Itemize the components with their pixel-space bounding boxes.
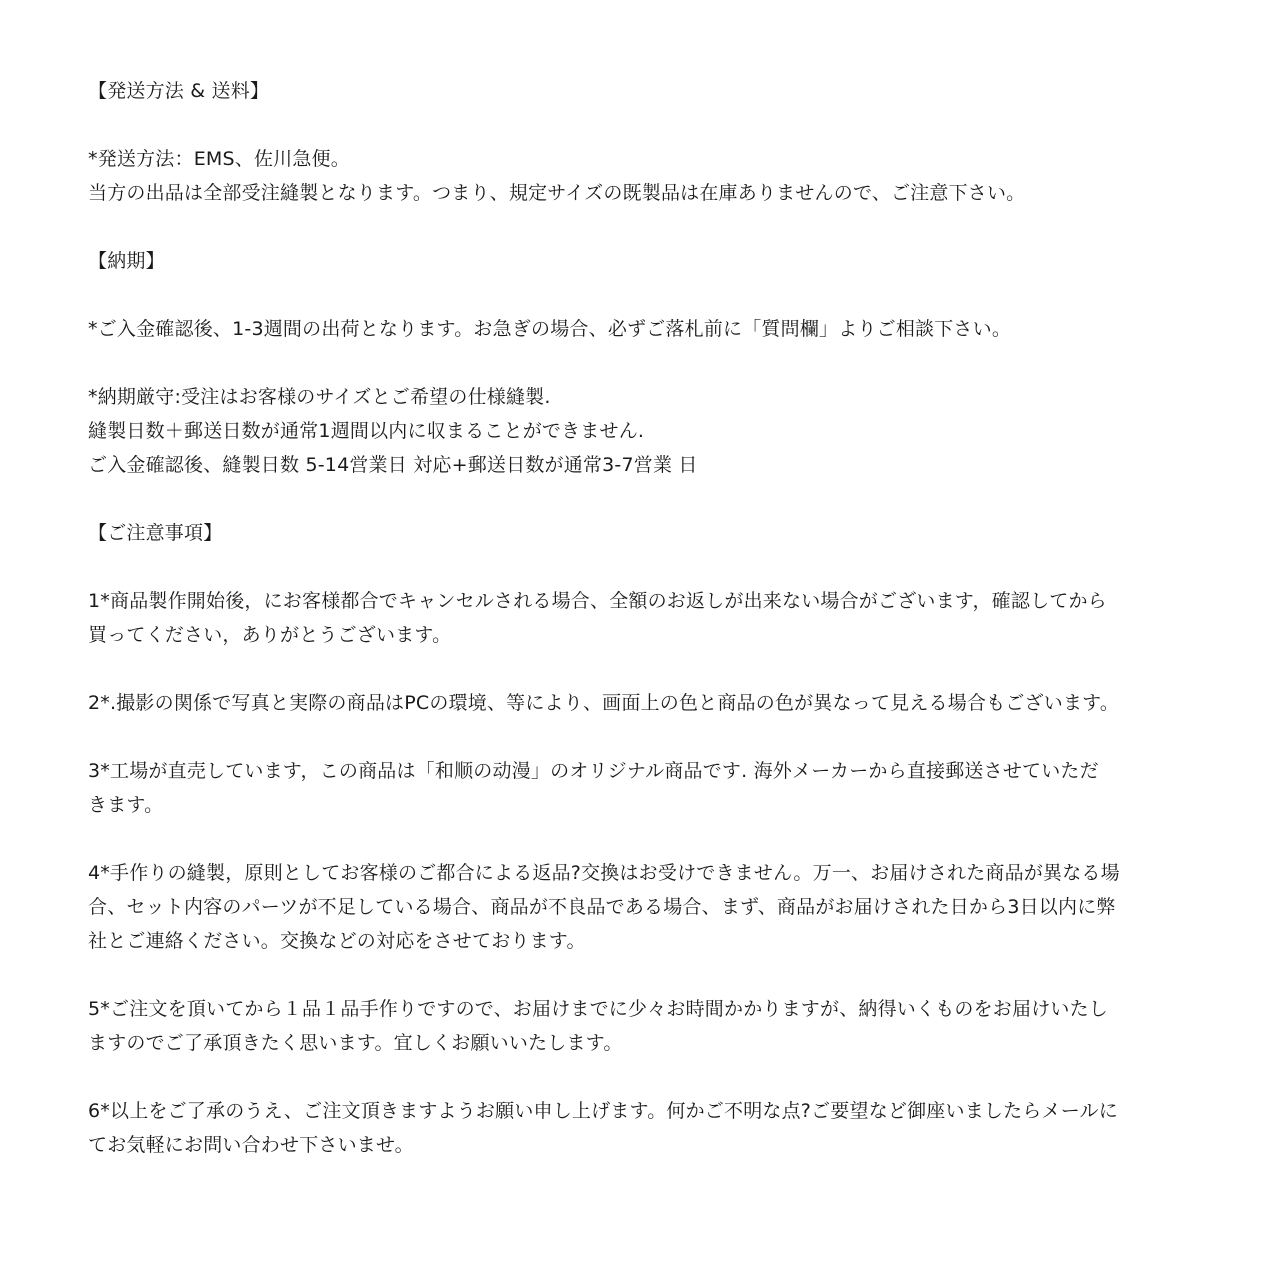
note-item-5-line-1: 5*ご注文を頂いてから１品１品手作りですので、お届けまでに少々お時間かかりますが、納得いくものをお届けいたし <box>88 998 1109 1020</box>
note-item-1-line-2: 買ってください，ありがとうございます。 <box>88 624 452 646</box>
note-item-6-line-2: てお気軽にお問い合わせ下さいませ。 <box>88 1134 414 1156</box>
spacer <box>88 1060 1208 1094</box>
spacer <box>88 652 1208 686</box>
spacer <box>88 482 1208 516</box>
delivery-line-4: ご入金確認後、縫製日数 5-14営業日 対応+郵送日数が通常3-7営業 日 <box>88 454 698 476</box>
spacer <box>88 550 1208 584</box>
note-item-3-line-2: きます。 <box>88 794 164 816</box>
note-item-3-line-1: 3*工場が直売しています，この商品は「和顺の动漫」のオリジナル商品です. 海外メーカーから直接郵送させていただ <box>88 760 1099 782</box>
spacer <box>88 210 1208 244</box>
note-item-6-line-1: 6*以上をご了承のうえ、ご注文頂きますようお願い申し上げます。何かご不明な点?ご要望など御座いましたらメールに <box>88 1100 1118 1122</box>
shipping-method: *発送方法：EMS、佐川急便。 <box>88 148 350 170</box>
notes-heading: 【ご注意事項】 <box>88 522 223 544</box>
spacer <box>88 346 1208 380</box>
spacer <box>88 720 1208 754</box>
spacer <box>88 958 1208 992</box>
delivery-line-3: 縫製日数＋郵送日数が通常1週間以内に収まることができません. <box>88 420 645 442</box>
spacer <box>88 278 1208 312</box>
shipping-note: 当方の出品は全部受注縫製となります。つまり、規定サイズの既製品は在庫ありませんので、ご注意下さい。 <box>88 182 1026 204</box>
shipping-policy-document <box>88 74 1208 1162</box>
spacer <box>88 108 1208 142</box>
note-item-4-line-1: 4*手作りの縫製，原則としてお客様のご都合による返品?交換はお受けできません。万一、お届けされた商品が異なる場 <box>88 862 1120 884</box>
note-item-2-line-1: 2*.撮影の関係で写真と実際の商品はPCの環境、等により、画面上の色と商品の色が異なって見える場合もございます。 <box>88 692 1120 714</box>
delivery-heading: 【納期】 <box>88 250 165 272</box>
shipping-heading: 【発送方法 & 送料】 <box>88 80 270 102</box>
spacer <box>88 822 1208 856</box>
delivery-line-1: *ご入金確認後、1-3週間の出荷となります。お急ぎの場合、必ずご落札前に「質問欄」よりご相談下さい。 <box>88 318 1012 340</box>
delivery-line-2: *納期厳守:受注はお客様のサイズとご希望の仕様縫製. <box>88 386 551 408</box>
note-item-4-line-2: 合、セット内容のパーツが不足している場合、商品が不良品である場合、まず、商品がお届けされた日から3日以内に弊 <box>88 896 1116 918</box>
note-item-5-line-2: ますのでご了承頂きたく思います。宜しくお願いいたします。 <box>88 1032 623 1054</box>
note-item-1-line-1: 1*商品製作開始後，にお客様都合でキャンセルされる場合、全額のお返しが出来ない場合がございます，確認してから <box>88 590 1107 612</box>
note-item-4-line-3: 社とご連絡ください。交換などの対応をさせております。 <box>88 930 586 952</box>
